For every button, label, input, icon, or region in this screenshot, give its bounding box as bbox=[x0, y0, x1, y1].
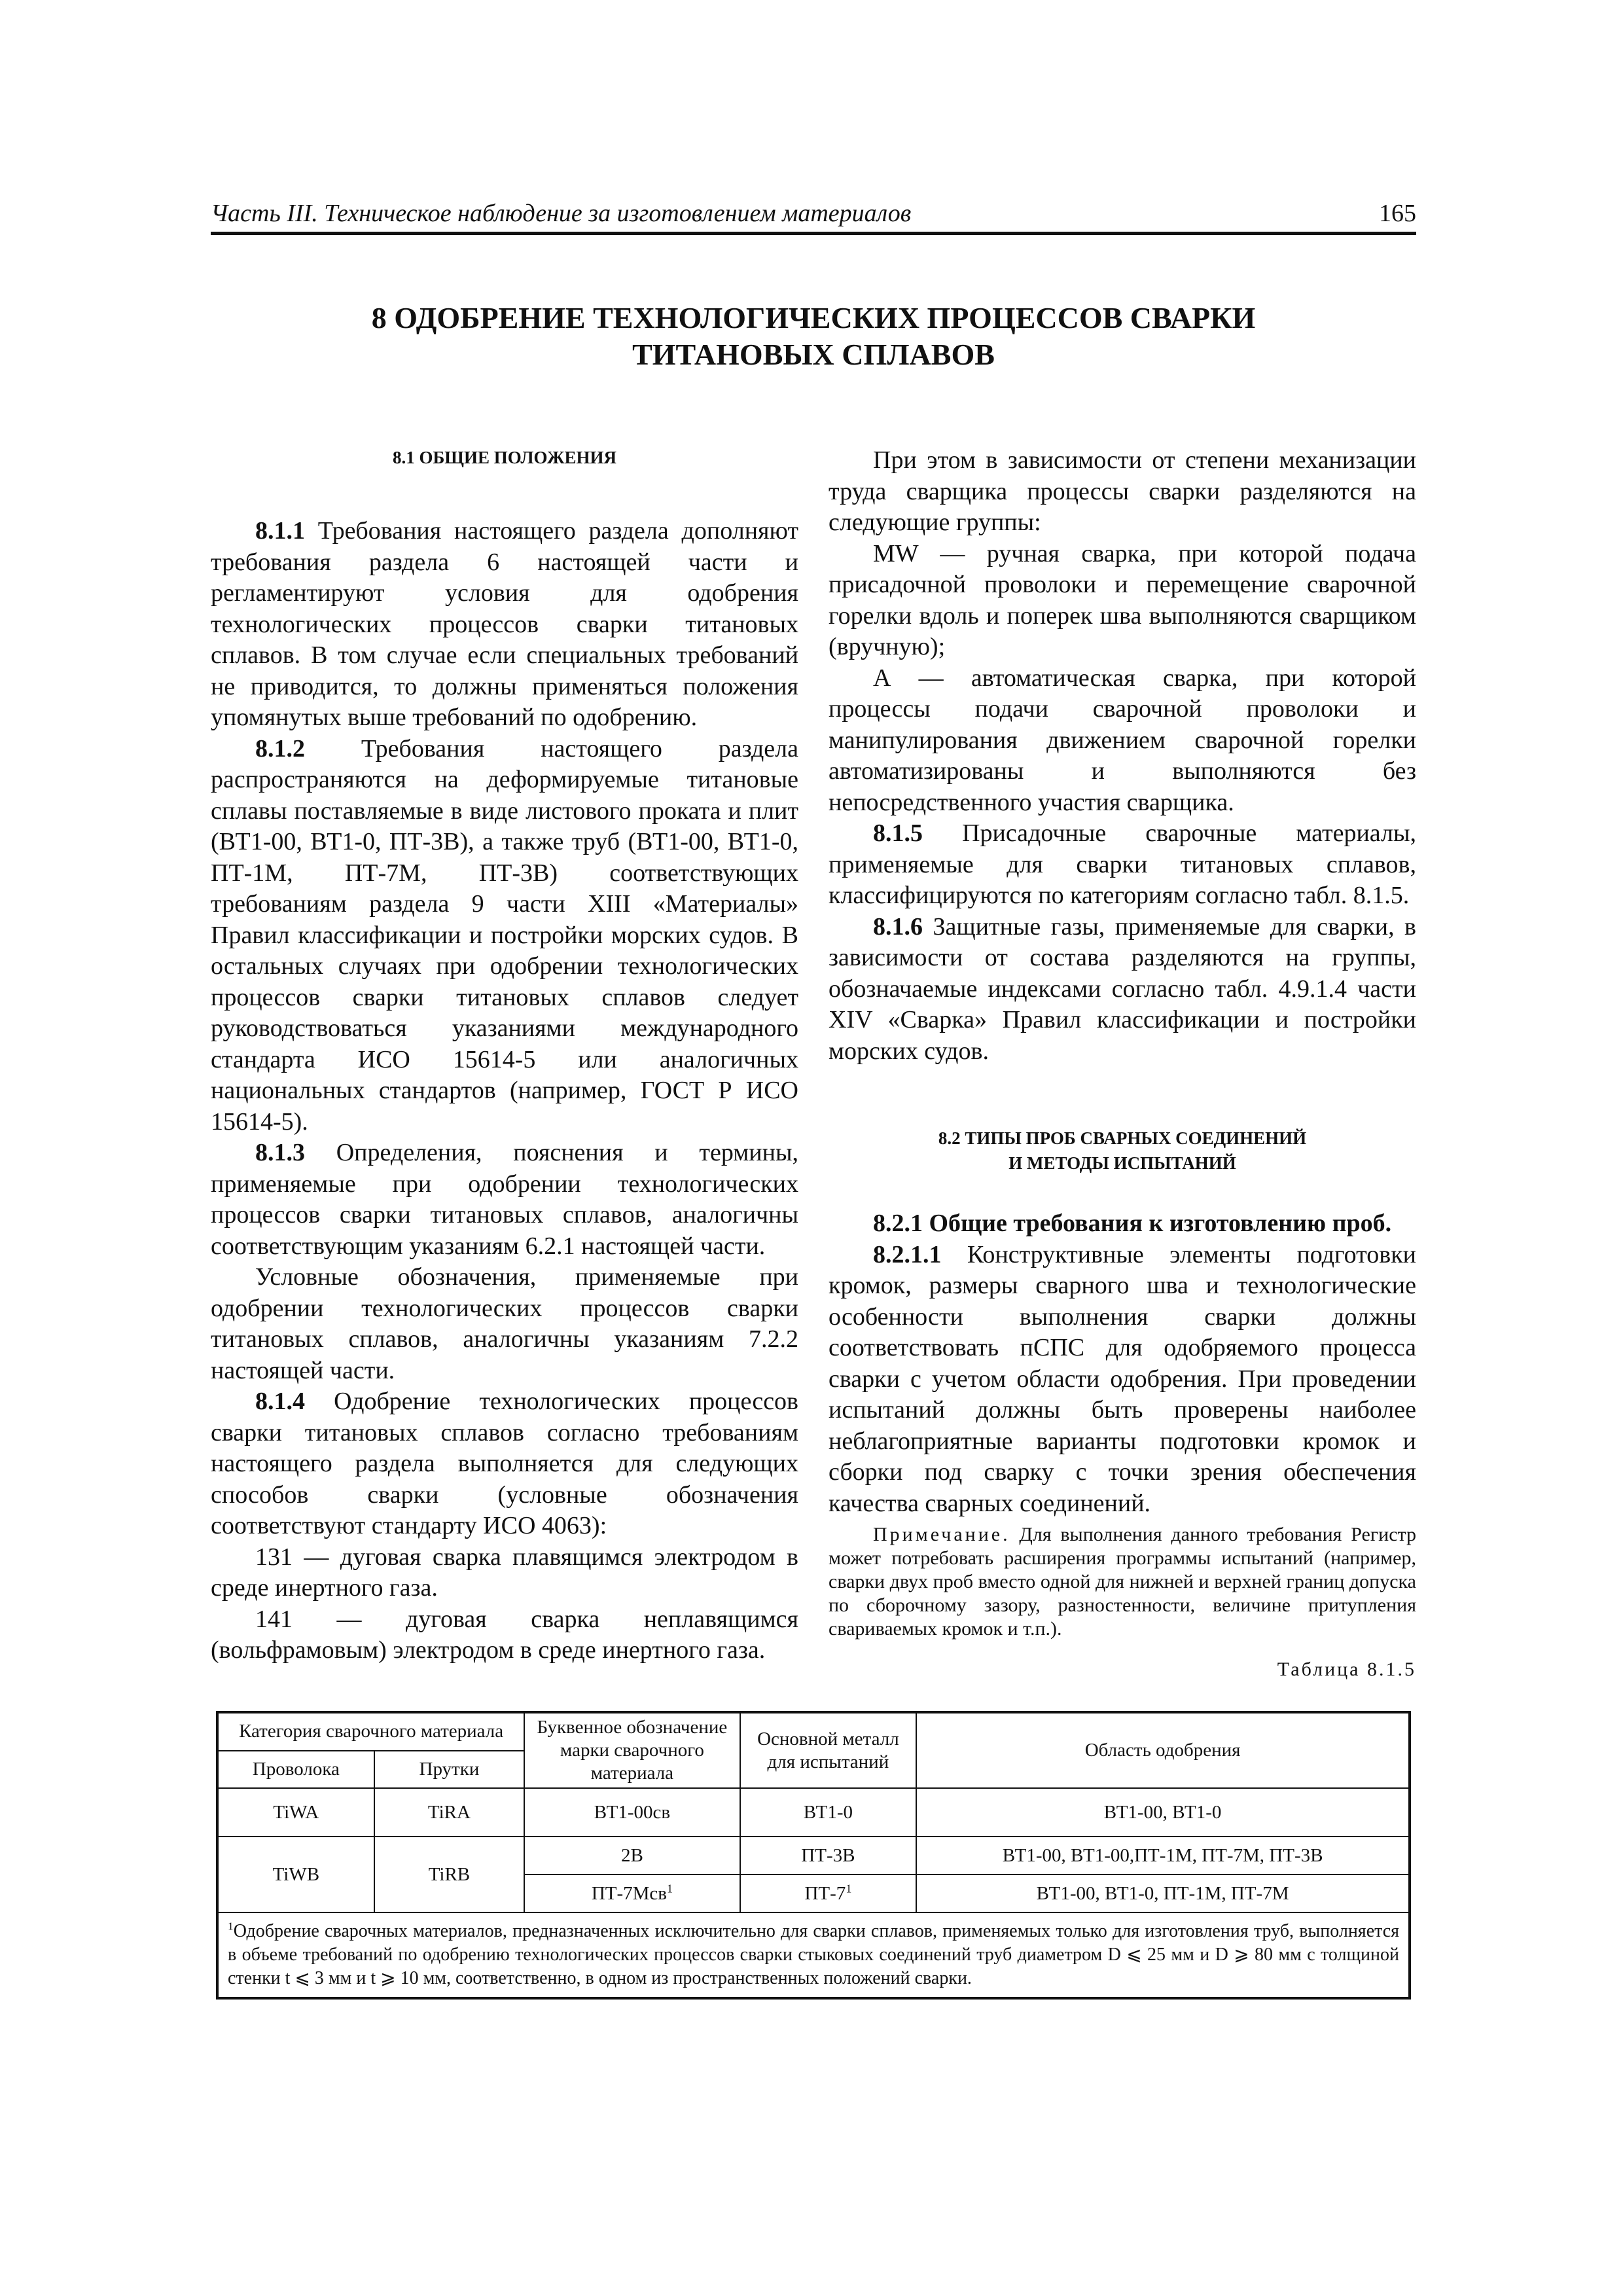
clause-number: 8.1.5 bbox=[873, 819, 923, 847]
header-base-metal: Основной металл для испытаний bbox=[740, 1712, 917, 1788]
footnote-marker: 1 bbox=[228, 1920, 234, 1933]
chapter-title-line-1: 8 ОДОБРЕНИЕ ТЕХНОЛОГИЧЕСКИХ ПРОЦЕССОВ СВАРКИ bbox=[371, 301, 1256, 334]
footnote-marker: 1 bbox=[846, 1881, 852, 1895]
section-heading-8-2: 8.2 ТИПЫ ПРОБ СВАРНЫХ СОЕДИНЕНИЙ И МЕТОДЫ ИСПЫТАНИЙ bbox=[938, 1128, 1307, 1173]
cell-base-metal: ПТ-3В bbox=[740, 1837, 917, 1874]
header-grade: Буквенное обозначение марки сварочного материала bbox=[524, 1712, 740, 1788]
note-label: Примечание. bbox=[873, 1524, 1010, 1545]
cell-base-metal: ВТ1-0 bbox=[740, 1788, 917, 1837]
table-header-row bbox=[217, 1712, 1410, 1751]
paragraph-mw: MW — ручная сварка, при которой подача присадочной проволоки и перемещение сварочной горелки вдоль и поперек шва выполняются сварщиком (вручную); bbox=[829, 539, 1416, 660]
table-footnote-row bbox=[217, 1912, 1410, 1998]
table-footnote: $^1$Одобрение сварочных материалов, предназначенных исключительно для сварки сплавов, применяемых только для изготовления труб, выполняется в объеме требований по одобрению технологических процессов сварки стыковых соединений труб диаметром D ⩽ 25 мм и D ⩾ 80 мм с толщиной стенки t ⩽ 3 мм и t ⩾ 10 мм, соответственно, в одном из пространственных положений сварки. bbox=[217, 1912, 1410, 1998]
header-rods: Прутки bbox=[374, 1751, 525, 1788]
cell-grade: ВТ1-00св bbox=[524, 1788, 740, 1837]
header-category: Категория сварочного материала bbox=[217, 1712, 524, 1751]
running-header bbox=[211, 198, 1416, 235]
clause-number: 8.1.4 bbox=[255, 1388, 305, 1415]
clause-number: 8.1.1 bbox=[255, 517, 305, 545]
cell-scope: ВТ1-00, ВТ1-0, ПТ-1М, ПТ-7М bbox=[916, 1874, 1410, 1912]
left-column bbox=[211, 445, 798, 1666]
paragraph-8-1-6: 8.1.6 Защитные газы, применяемые для сварки, в зависимости от состава разделяются на группы, обозначаемые индексами согласно табл. 4.9.1.4 части XIV «Сварка» Правил классификации и постройки морских судов. bbox=[829, 912, 1416, 1065]
header-scope: Область одобрения bbox=[916, 1712, 1410, 1788]
paragraph-automatic: А — автоматическая сварка, при которой процессы подачи сварочной проволоки и манипулирования движением сварочной горелки автоматизированы и выполняются без непосредственного участия сварщика. bbox=[829, 664, 1416, 816]
clause-number: 8.1.3 bbox=[255, 1139, 305, 1166]
paragraph-8-2-1-1: 8.2.1.1 Конструктивные элементы подготовки кромок, размеры сварного шва и технологические особенности выполнения сварки должны соответствовать пСПС для одобряемого процесса сварки с учетом области одобрения. При проведении испытаний должны быть проверены наиболее неблагоприятные варианты подготовки кромок и сборки под сварку с точки зрения обеспечения качества сварных соединений. bbox=[829, 1240, 1416, 1517]
page-number: 165 bbox=[1379, 200, 1416, 227]
paragraph-8-1-5: 8.1.5 Присадочные сварочные материалы, применяемые для сварки титановых сплавов, классифицируются по категориям согласно табл. 8.1.5. bbox=[829, 819, 1416, 909]
table-8-1-5 bbox=[216, 1711, 1411, 2000]
header-wire: Проволока bbox=[217, 1751, 374, 1788]
table-caption: Таблица 8.1.5 bbox=[1277, 1659, 1416, 1680]
paragraph-8-1-3: 8.1.3 Определения, пояснения и термины, применяемые при одобрении технологических процессов сварки титановых сплавов, аналогичны соответствующим указаниям 6.2.1 настоящей части. bbox=[211, 1139, 798, 1260]
paragraph-8-1-1: 8.1.1 Требования настоящего раздела дополняют требования раздела 6 настоящей части и регламентируют условия для одобрения технологических процессов сварки титановых сплавов. В том случае если специальных требований не приводится, то должны применяться положения упомянутых выше требований по одобрению. bbox=[211, 517, 798, 731]
section-heading-8-1: 8.1 ОБЩИЕ ПОЛОЖЕНИЯ bbox=[392, 448, 617, 467]
paragraph-mechanization: При этом в зависимости от степени механизации труда сварщика процессы сварки разделяются на следующие группы: bbox=[829, 446, 1416, 536]
paragraph-process-131: 131 — дуговая сварка плавящимся электродом в среде инертного газа. bbox=[211, 1543, 798, 1602]
paragraph-process-141: 141 — дуговая сварка неплавящимся (вольфрамовым) электродом в среде инертного газа. bbox=[211, 1605, 798, 1664]
chapter-title bbox=[211, 300, 1416, 373]
table-row bbox=[217, 1788, 1410, 1837]
clause-number: 8.2.1.1 bbox=[873, 1240, 942, 1268]
running-title: Часть III. Техническое наблюдение за изготовлением материалов bbox=[211, 200, 912, 227]
cell-rods: TiRA bbox=[374, 1788, 525, 1837]
right-column bbox=[829, 445, 1416, 1685]
paragraph-8-2-1: 8.2.1 Общие требования к изготовлению проб. bbox=[873, 1210, 1392, 1237]
cell-scope: ВТ1-00, ВТ1-00,ПТ-1М, ПТ-7М, ПТ-3В bbox=[916, 1837, 1410, 1874]
clause-number: 8.1.6 bbox=[873, 912, 923, 941]
paragraph-8-1-2: 8.1.2 Требования настоящего раздела распространяются на деформируемые титановые сплавы поставляемые в виде листового проката и плит (ВТ1-00, ВТ1-0, ПТ-3В), а также труб (ВТ1-00, ВТ1-0, ПТ-1М, ПТ-7М, ПТ-3В) соответствующих требованиям раздела 9 части XIII «Материалы» Правил классификации и постройки морских судов. В остальных случаях при одобрении технологических процессов сварки титановых сплавов следует руководствоваться указаниями международного стандарта ИСО 15614-5 или аналогичных национальных стандартов (например, ГОСТ Р ИСО 15614-5). bbox=[211, 734, 798, 1136]
cell-base-metal: $ПТ-7^1$ bbox=[740, 1874, 917, 1912]
footnote-marker: 1 bbox=[667, 1881, 673, 1895]
cell-rods: TiRB bbox=[374, 1837, 525, 1912]
cell-wire: TiWB bbox=[217, 1837, 374, 1912]
cell-grade: ПТ-7Мсв$^1$ bbox=[524, 1874, 740, 1912]
chapter-title-line-2: ТИТАНОВЫХ СПЛАВОВ bbox=[632, 338, 995, 371]
paragraph-conventions: Условные обозначения, применяемые при одобрении технологических процессов сварки титановых сплавов, аналогичны указаниям 7.2.2 настоящей части. bbox=[211, 1263, 798, 1384]
note-text: Для выполнения данного требования Регистр может потребовать расширения программы испытаний (например, сварки двух проб вместо одной для нижней и верхней границ допуска по сборочному зазору, разностенности, величине притупления свариваемых кромок и т.п.). bbox=[829, 1524, 1416, 1640]
cell-wire: TiWA bbox=[217, 1788, 374, 1837]
cell-grade: 2В bbox=[524, 1837, 740, 1874]
cell-scope: ВТ1-00, ВТ1-0 bbox=[916, 1788, 1410, 1837]
table-row bbox=[217, 1837, 1410, 1874]
paragraph-8-1-4: 8.1.4 Одобрение технологических процессов сварки титановых сплавов согласно требованиям настоящего раздела выполняется для следующих способов сварки (условные обозначения соответствуют стандарту ИСО 4063): bbox=[211, 1388, 798, 1539]
note bbox=[829, 1523, 1416, 1641]
clause-number: 8.1.2 bbox=[255, 734, 305, 762]
